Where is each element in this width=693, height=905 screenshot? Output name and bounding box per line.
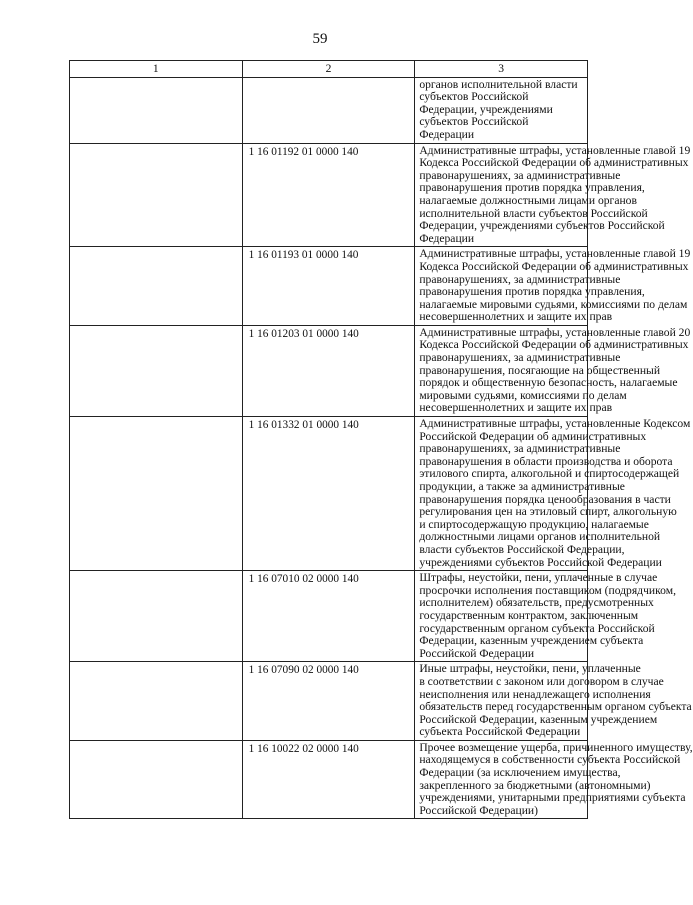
table-body [70, 77, 693, 819]
description-line: субъекта Российской Федерации [419, 725, 581, 739]
description-line: правонарушениях, за административные [419, 351, 621, 365]
description-line: продукции, а также за административные [419, 480, 625, 493]
description-line: Иные штрафы, неустойки, пени, уплаченные [419, 662, 641, 676]
table-cell-empty [70, 77, 243, 143]
budget-classification-code: 1 16 01192 01 0000 140 [242, 143, 415, 247]
description-line: правонарушениях, за административные [419, 442, 621, 456]
table-cell-empty [70, 417, 243, 571]
revenue-description [415, 143, 691, 247]
description-line: исполнителем) обязательств, предусмотренных [419, 596, 654, 610]
description-line: Административные штрафы, установленные главой 20 [419, 325, 691, 339]
table-cell-empty [242, 77, 415, 143]
table-row [70, 662, 588, 741]
description-line: государственным органом субъекта Российской [419, 621, 655, 635]
budget-classification-code: 1 16 07090 02 0000 140 [242, 662, 415, 741]
revenue-description [415, 740, 693, 819]
description-line: Российской Федерации) [419, 803, 538, 817]
description-line: находящемуся в собственности субъекта Российской [419, 753, 681, 767]
table-row [70, 247, 588, 326]
description-line: Административные штрафы, установленные главой 19 [419, 143, 691, 157]
header-col-3: 3 [415, 61, 588, 78]
description-line: Штрафы, неустойки, пени, уплаченные в случае [419, 571, 658, 585]
table-cell-empty [70, 571, 243, 662]
description-line: Кодекса Российской Федерации об административных [419, 338, 689, 352]
description-line: Федерации [419, 127, 475, 141]
description-line: Федерации, казенным учреждением субъекта [419, 634, 644, 648]
description-line: закрепленного за бюджетными (автономными) [419, 778, 651, 792]
description-line: исполнительной власти субъектов Российской [419, 206, 648, 220]
description-line: неисполнения или ненадлежащего исполнения [419, 687, 651, 701]
table-row [70, 571, 588, 662]
budget-classification-code: 1 16 10022 02 0000 140 [242, 740, 415, 819]
budget-classification-code: 1 16 01203 01 0000 140 [242, 325, 415, 416]
revenue-description [415, 325, 691, 416]
description-line: правонарушения против порядка управления, [419, 181, 645, 195]
description-line: правонарушения порядка ценообразования в части [419, 492, 671, 506]
description-line: правонарушения, посягающие на общественный [419, 363, 661, 377]
budget-classification-code: 1 16 01193 01 0000 140 [242, 247, 415, 326]
description-line: должностными лицами органов исполнительной [419, 530, 661, 544]
budget-classification-code: 1 16 01332 01 0000 140 [242, 417, 415, 571]
description-line: Российской Федерации [419, 646, 535, 660]
header-col-1: 1 [70, 61, 243, 78]
table-row [70, 325, 588, 416]
description-line: учреждениями, унитарными предприятиями субъекта [419, 791, 686, 805]
description-line: Федерации, учреждениями субъектов Российской [419, 102, 553, 129]
description-line: Федерации [419, 231, 475, 245]
description-line: Федерации (за исключением имущества, [419, 766, 621, 780]
budget-codes-table [69, 60, 693, 819]
header-row [70, 61, 588, 78]
description-line: Административные штрафы, установленные главой 19 [419, 247, 691, 261]
description-line: Административные штрафы, установленные Кодексом [419, 417, 691, 431]
description-line: налагаемые должностными лицами органов [419, 193, 637, 207]
description-line: регулирования цен на этиловый спирт, алкогольную [419, 505, 677, 519]
description-line: несовершеннолетних и защите их прав [419, 310, 613, 324]
revenue-description [415, 571, 676, 662]
description-line: и спиртосодержащую продукцию, налагаемые [419, 517, 649, 531]
description-line: Кодекса Российской Федерации об административных [419, 259, 689, 273]
description-line: мировыми судьями, комиссиями по делам [419, 388, 627, 402]
description-line: просрочки исполнения поставщиком (подрядчиком, [419, 583, 676, 597]
table-cell-empty [70, 247, 243, 326]
table-cell-empty [70, 143, 243, 247]
description-line: порядок и общественную безопасность, налагаемые [419, 376, 678, 390]
table-cell-empty [70, 662, 243, 741]
table-header [70, 61, 588, 78]
page-number: 59 [312, 31, 328, 47]
description-line: Кодекса Российской Федерации об административных [419, 156, 689, 170]
description-line: Прочее возмещение ущерба, причиненного имуществу, [419, 740, 693, 754]
description-line: Федерации, учреждениями субъектов Российской [419, 219, 665, 233]
description-line: государственным контрактом, заключенным [419, 608, 639, 622]
continuation-row [70, 77, 588, 143]
continuation-description [415, 77, 588, 143]
revenue-description [415, 662, 692, 741]
description-line: Российской Федерации, казенным учреждением [419, 712, 658, 726]
description-line: обязательств перед государственным органом субъекта [419, 700, 692, 714]
description-line: Российской Федерации об административных [419, 429, 647, 443]
description-line: в соответствии с законом или договором в случае [419, 674, 664, 688]
table-row [70, 417, 588, 571]
table-row [70, 143, 588, 247]
description-line: несовершеннолетних и защите их прав [419, 401, 613, 415]
table-cell-empty [70, 740, 243, 819]
description-line: учреждениями субъектов Российской Федерации [419, 555, 662, 569]
description-line: этилового спирта, алкогольной и спиртосодержащей [419, 467, 680, 481]
description-line: правонарушения против порядка управления, [419, 285, 645, 299]
table-cell-empty [70, 325, 243, 416]
revenue-description [415, 417, 691, 571]
description-line: органов исполнительной власти субъектов Российской [419, 77, 578, 104]
revenue-description [415, 247, 691, 326]
description-line: власти субъектов Российской Федерации, [419, 542, 625, 556]
description-line: правонарушения в области производства и оборота [419, 454, 673, 468]
description-line: налагаемые мировыми судьями, комиссиями по делам [419, 297, 688, 311]
table-row [70, 740, 588, 819]
description-line: правонарушениях, за административные [419, 272, 621, 286]
description-line: правонарушениях, за административные [419, 168, 621, 182]
budget-classification-code: 1 16 07010 02 0000 140 [242, 571, 415, 662]
header-col-2: 2 [242, 61, 415, 78]
